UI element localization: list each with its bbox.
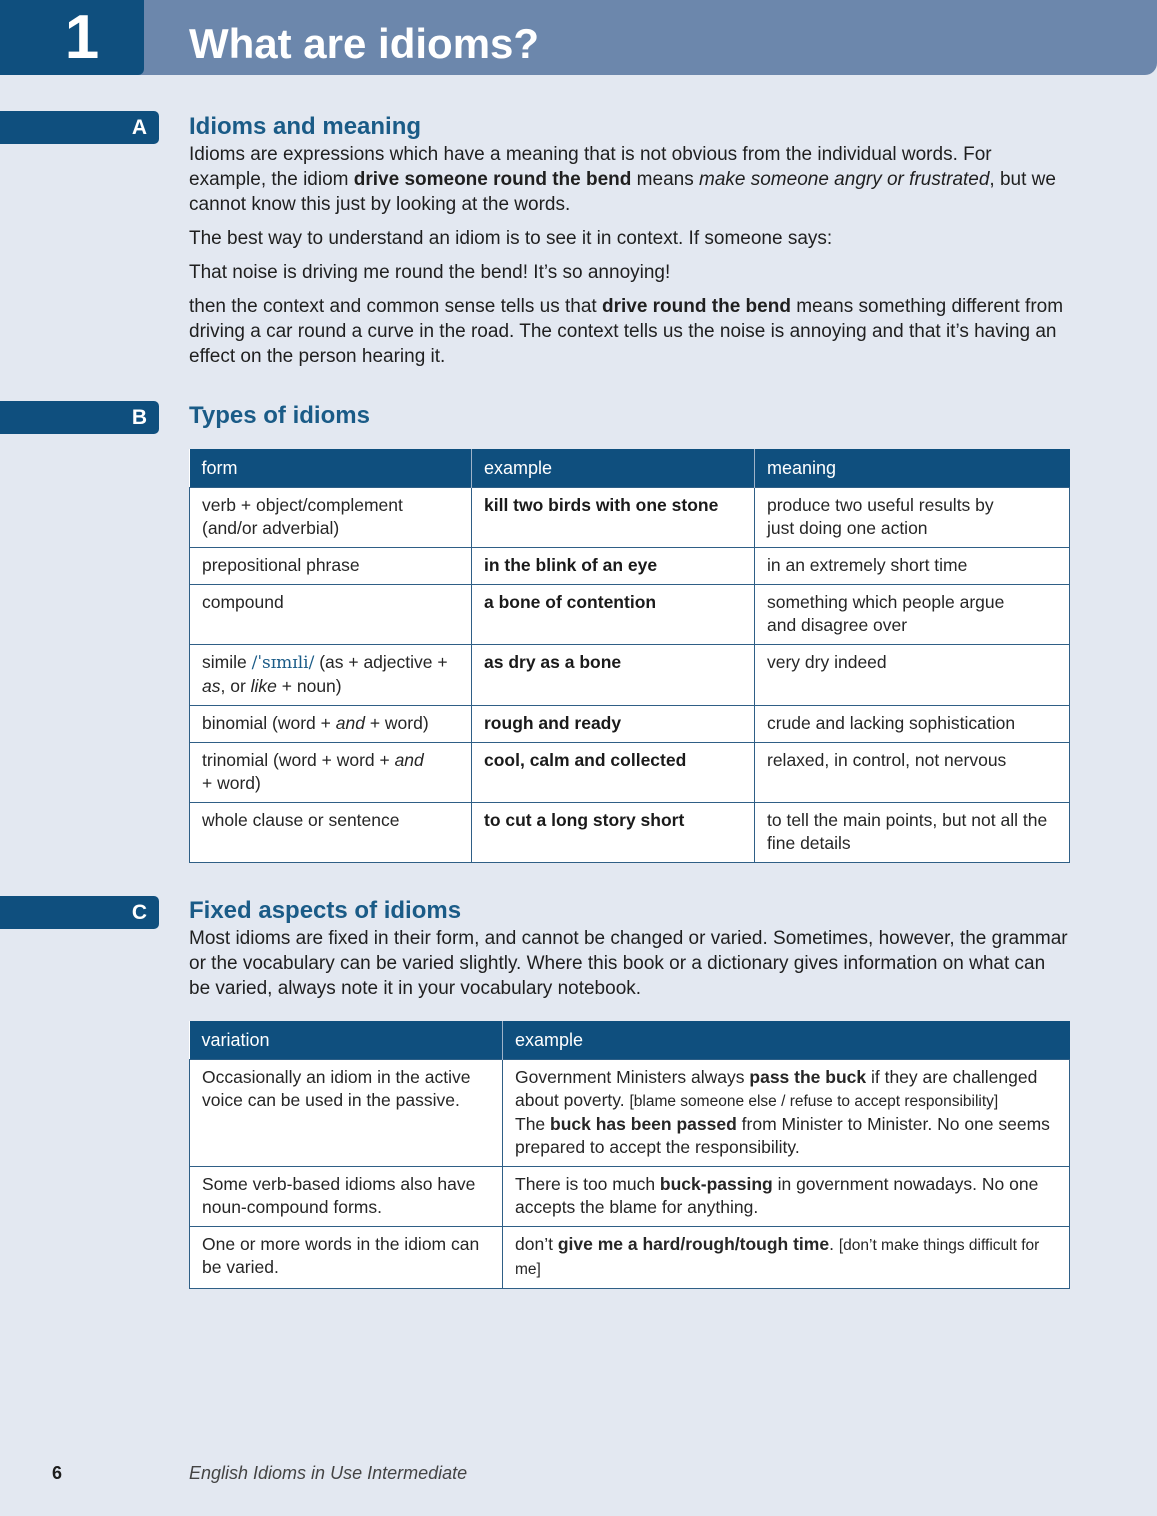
table-cell — [472, 645, 755, 706]
idiom-highlight: buck-passing — [659, 1174, 773, 1194]
table-cell — [755, 645, 1070, 706]
text-run: just doing one action — [767, 518, 928, 538]
types-of-idioms-table — [189, 449, 1070, 863]
text-run: to cut a long story short — [484, 810, 685, 830]
text-run: means something different from driving a car round a curve in the road. The context tells us the noise is annoying and that it’s having an effect on the person hearing it. — [189, 296, 1064, 367]
text-run: means — [631, 169, 699, 190]
italic-text: make someone angry or frustrated — [699, 169, 990, 190]
table-cell — [755, 488, 1070, 548]
table-cell — [190, 803, 472, 863]
text-run: trinomial (word + word + — [202, 750, 395, 770]
text-run: Some verb-based idioms also have noun-compound forms. — [202, 1174, 476, 1217]
text-run: in an extremely short time — [767, 555, 968, 575]
text-run: Idioms are expressions which have a meaning that is not obvious from the individual words. For example, the idiom — [189, 144, 992, 190]
section-b-tab: B — [0, 401, 159, 434]
section-a-heading: Idioms and meaning — [189, 113, 422, 140]
section-a-tab: A — [0, 111, 159, 144]
text-run: + word) — [364, 713, 429, 733]
unit-number: 1 — [0, 0, 144, 75]
text-run: , but we cannot know this just by looking at the words. — [189, 169, 1056, 215]
section-a-example-quote — [189, 260, 1069, 285]
text-run: + word) — [202, 773, 261, 793]
page-number: 6 — [52, 1463, 63, 1483]
unit-title: What are idioms? — [189, 20, 540, 67]
text-run: relaxed, in control, not nervous — [767, 750, 1007, 770]
table-row — [190, 488, 1070, 548]
italic-text: and — [335, 713, 365, 733]
text-run: rough and ready — [484, 713, 622, 733]
text-run: in the blink of an eye — [484, 555, 658, 575]
table-row — [190, 645, 1070, 706]
table-cell — [190, 645, 472, 706]
table-cell — [190, 548, 472, 585]
table-cell — [503, 1167, 1070, 1227]
idiom-highlight: drive round the bend — [601, 296, 791, 317]
unit-header-bar — [0, 0, 1157, 75]
text-run: (as + adjective + — [314, 652, 448, 672]
table-cell — [755, 803, 1070, 863]
section-c-paragraph — [189, 926, 1069, 1001]
italic-text: and — [394, 750, 424, 770]
table-cell — [190, 585, 472, 645]
text-run: kill two birds with one stone — [484, 495, 719, 515]
table-row — [190, 1167, 1070, 1227]
text-run: prepositional phrase — [202, 555, 360, 575]
text-run: something which people argue — [767, 592, 1005, 612]
text-run: That noise is driving me round the bend! It’s so annoying! — [189, 262, 671, 283]
italic-text: as — [202, 676, 221, 696]
text-run: don’t — [515, 1234, 558, 1254]
phonetic-transcription: /ˈsɪmɪli/ — [251, 653, 315, 673]
text-run: if they are challenged about poverty. — [515, 1067, 1038, 1110]
book-title: English Idioms in Use Intermediate — [189, 1463, 468, 1483]
text-run: as dry as a bone — [484, 652, 622, 672]
table-cell — [190, 743, 472, 803]
text-run: whole clause or sentence — [202, 810, 400, 830]
table-cell — [472, 585, 755, 645]
section-b-heading: Types of idioms — [189, 402, 370, 429]
text-run: + noun) — [276, 676, 342, 696]
table-cell — [755, 585, 1070, 645]
text-run: and disagree over — [767, 615, 908, 635]
column-header: meaning — [755, 449, 1070, 488]
table-cell — [472, 803, 755, 863]
table-cell — [190, 1060, 503, 1167]
fixed-aspects-table — [189, 1021, 1070, 1289]
text-run: Occasionally an idiom in the active voice can be used in the passive. — [202, 1067, 471, 1110]
text-run: Government Ministers always — [515, 1067, 750, 1087]
table-cell — [472, 488, 755, 548]
text-run: compound — [202, 592, 284, 612]
table-cell — [755, 548, 1070, 585]
text-run: cool, calm and collected — [484, 750, 687, 770]
text-run: There is too much — [515, 1174, 660, 1194]
idiom-highlight: drive someone round the bend — [353, 169, 632, 190]
text-run: from Minister to Minister. No one seems prepared to accept the responsibility. — [515, 1114, 1050, 1157]
table-row — [190, 743, 1070, 803]
column-header: variation — [190, 1021, 503, 1060]
table-row — [190, 1060, 1070, 1167]
text-run: a bone of contention — [484, 592, 657, 612]
definition-note: [blame someone else / refuse to accept responsibility] — [629, 1093, 999, 1110]
italic-text: like — [250, 676, 277, 696]
section-a-paragraph-3 — [189, 294, 1069, 369]
table-cell — [755, 706, 1070, 743]
text-run: in government nowadays. No one accepts the blame for anything. — [515, 1174, 1039, 1217]
text-run: . — [829, 1234, 839, 1254]
text-run: verb + object/complement (and/or adverbial) — [202, 495, 403, 538]
table-row — [190, 706, 1070, 743]
text-run: The — [515, 1114, 551, 1134]
column-header: example — [472, 449, 755, 488]
table-header-row — [190, 1021, 1070, 1060]
text-run: , or — [220, 676, 251, 696]
table-cell — [472, 706, 755, 743]
table-row — [190, 1227, 1070, 1289]
table-cell — [472, 743, 755, 803]
section-a-paragraph-1 — [189, 142, 1069, 217]
table-row — [190, 548, 1070, 585]
text-run: The best way to understand an idiom is to see it in context. If someone says: — [189, 228, 833, 249]
definition-note: [don’t make things difficult for me] — [515, 1237, 1040, 1278]
idiom-highlight: buck has been passed — [550, 1114, 737, 1134]
table-header-row — [190, 449, 1070, 488]
text-run: binomial (word + — [202, 713, 336, 733]
column-header: example — [503, 1021, 1070, 1060]
table-cell — [472, 548, 755, 585]
text-run: produce two useful results by — [767, 495, 994, 515]
text-run: to tell the main points, but not all the fine details — [767, 810, 1048, 853]
section-c-heading: Fixed aspects of idioms — [189, 897, 462, 924]
text-run: then the context and common sense tells us that — [189, 296, 602, 317]
text-run: One or more words in the idiom can be varied. — [202, 1234, 480, 1277]
table-cell — [190, 1227, 503, 1289]
table-cell — [190, 1167, 503, 1227]
column-header: form — [190, 449, 472, 488]
section-a-paragraph-2 — [189, 226, 1069, 251]
text-run: very dry indeed — [767, 652, 887, 672]
table-row — [190, 585, 1070, 645]
table-cell — [190, 488, 472, 548]
table-cell — [755, 743, 1070, 803]
text-run: crude and lacking sophistication — [767, 713, 1016, 733]
text-run: simile — [202, 652, 252, 672]
table-row — [190, 803, 1070, 863]
table-cell — [190, 706, 472, 743]
section-c-tab: C — [0, 896, 159, 929]
idiom-highlight: pass the buck — [749, 1067, 867, 1087]
idiom-highlight: give me a hard/rough/tough time — [557, 1234, 830, 1254]
table-cell — [503, 1227, 1070, 1289]
table-cell — [503, 1060, 1070, 1167]
text-run: Most idioms are fixed in their form, and cannot be changed or varied. Sometimes, however, the grammar or the vocabulary can be varied slightly. Where this book or a dictionary gives information on what can be varied, always note it in your vocabulary notebook. — [189, 928, 1068, 999]
